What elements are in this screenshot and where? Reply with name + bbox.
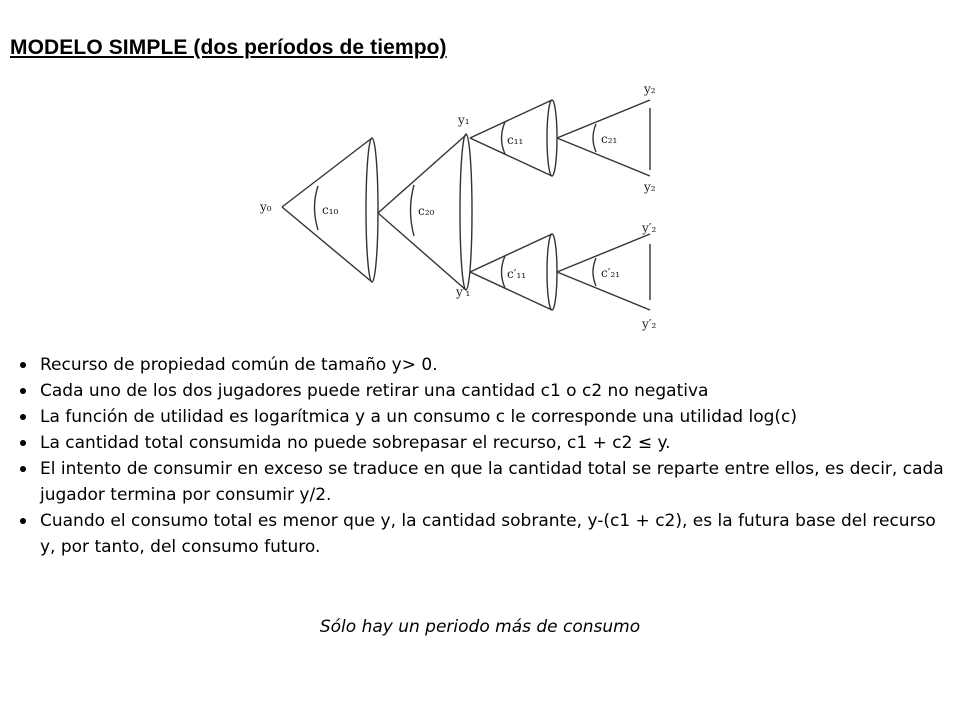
bullet-dot [20, 362, 26, 368]
upper-branch [470, 100, 650, 176]
bullet-dot [20, 518, 26, 524]
label-y2-prime-bottom: y′₂ [642, 317, 657, 331]
label-c20: c₂₀ [418, 204, 435, 218]
label-y2-prime-top: y′₂ [642, 221, 657, 235]
label-y1: y₁ [458, 113, 470, 127]
label-c21-prime: c′₂₁ [601, 266, 621, 280]
bullet-dot [20, 414, 26, 420]
label-y2-bottom: y₂ [644, 180, 656, 194]
label-c21: c₂₁ [601, 132, 618, 146]
label-c11-prime: c′₁₁ [507, 267, 527, 281]
footnote-note: Sólo hay un periodo más de consumo [319, 617, 641, 637]
label-y0: y₀ [260, 200, 272, 214]
bullet-item [20, 378, 945, 404]
label-y1-prime: y′₁ [456, 285, 471, 299]
bullet-item [20, 508, 945, 560]
bullet-dot [20, 466, 26, 472]
bullet-text: Cuando el consumo total es menor que y, la cantidad sobrante, y-(c1 + c2), es la futura base del recurso y, por tanto, del consumo futuro. [40, 511, 936, 557]
label-c10: c₁₀ [322, 203, 339, 217]
bullet-item [20, 430, 945, 456]
bullet-list [20, 352, 945, 560]
bullet-text: El intento de consumir en exceso se traduce en que la cantidad total se reparte entre ellos, es decir, cada jugador termina por consumir y/2. [40, 459, 944, 505]
bullet-text: La función de utilidad es logarítmica y a un consumo c le corresponde una utilidad log(c) [40, 407, 798, 427]
label-y2-top: y₂ [644, 82, 656, 96]
bullet-text: Cada uno de los dos jugadores puede retirar una cantidad c1 o c2 no negativa [40, 381, 709, 401]
bullet-item [20, 352, 945, 378]
bullet-text: Recurso de propiedad común de tamaño y> 0. [40, 355, 438, 375]
bullet-dot [20, 440, 26, 446]
bullet-dot [20, 388, 26, 394]
slide-title: MODELO SIMPLE (dos períodos de tiempo) [10, 36, 447, 59]
bullet-text: La cantidad total consumida no puede sobrepasar el recurso, c1 + c2 ≤ y. [40, 433, 671, 453]
label-c11: c₁₁ [507, 133, 524, 147]
game-tree-diagram [0, 0, 960, 345]
lower-branch [470, 234, 650, 310]
bullet-item [20, 404, 945, 430]
bullet-item [20, 456, 945, 508]
